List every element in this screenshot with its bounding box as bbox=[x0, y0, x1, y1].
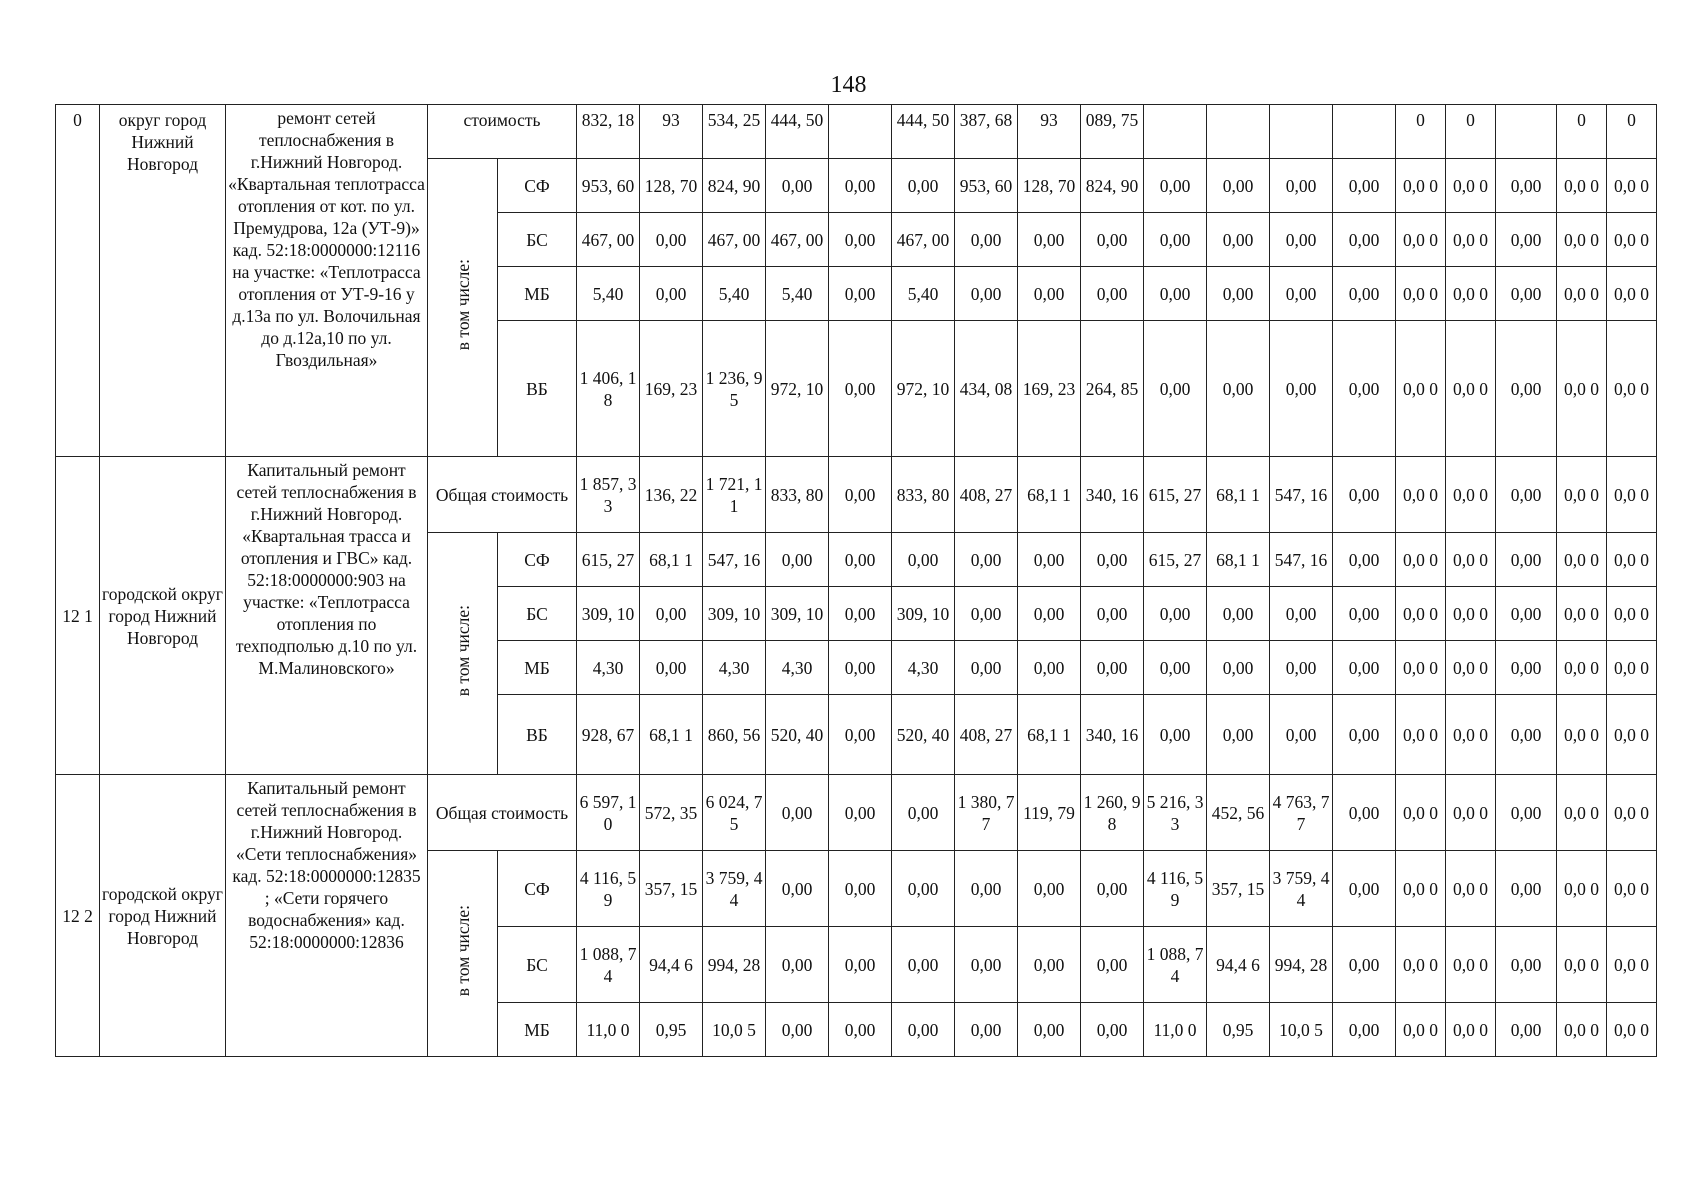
value-cell: 972, 10 bbox=[892, 321, 955, 457]
value-cell: 408, 27 bbox=[955, 695, 1018, 775]
value-cell: 68,1 1 bbox=[1018, 457, 1081, 533]
value-cell: 0,00 bbox=[1018, 533, 1081, 587]
value-cell: 467, 00 bbox=[892, 213, 955, 267]
value-cell: 0,00 bbox=[1333, 533, 1396, 587]
value-cell: 0,0 0 bbox=[1607, 533, 1657, 587]
value-cell: 5,40 bbox=[703, 267, 766, 321]
value-cell: 4,30 bbox=[892, 641, 955, 695]
value-cell: 0,00 bbox=[829, 457, 892, 533]
value-cell: 387, 68 bbox=[955, 105, 1018, 159]
value-cell: 5,40 bbox=[892, 267, 955, 321]
value-cell: 0,0 0 bbox=[1396, 213, 1446, 267]
value-cell: 1 406, 18 bbox=[577, 321, 640, 457]
value-cell: 0,0 0 bbox=[1396, 267, 1446, 321]
value-cell: 0 bbox=[1557, 105, 1607, 159]
value-cell: 0,00 bbox=[829, 695, 892, 775]
value-cell: 68,1 1 bbox=[1018, 695, 1081, 775]
value-cell: 119, 79 bbox=[1018, 775, 1081, 851]
value-cell: 309, 10 bbox=[892, 587, 955, 641]
value-cell: 128, 70 bbox=[640, 159, 703, 213]
table-row bbox=[56, 105, 1657, 159]
value-cell: 0,0 0 bbox=[1557, 1003, 1607, 1057]
table-row bbox=[56, 775, 1657, 851]
value-cell: 0,00 bbox=[1496, 213, 1557, 267]
value-cell: 5,40 bbox=[766, 267, 829, 321]
value-cell: 0,00 bbox=[955, 267, 1018, 321]
funding-source-code: МБ bbox=[498, 267, 577, 321]
value-cell: 5 216, 33 bbox=[1144, 775, 1207, 851]
value-cell: 0,0 0 bbox=[1557, 587, 1607, 641]
value-cell: 0,0 0 bbox=[1557, 695, 1607, 775]
value-cell: 0,00 bbox=[1496, 321, 1557, 457]
value-cell: 0,00 bbox=[1333, 775, 1396, 851]
value-cell bbox=[1333, 105, 1396, 159]
value-cell: 1 088, 74 bbox=[1144, 927, 1207, 1003]
value-cell: 0,0 0 bbox=[1396, 1003, 1446, 1057]
value-cell: 0,00 bbox=[1207, 321, 1270, 457]
value-cell: 169, 23 bbox=[1018, 321, 1081, 457]
value-cell: 0,00 bbox=[1496, 641, 1557, 695]
value-cell: 0,00 bbox=[1333, 159, 1396, 213]
value-cell: 0,0 0 bbox=[1607, 927, 1657, 1003]
value-cell: 0,00 bbox=[892, 851, 955, 927]
value-cell: 0,00 bbox=[829, 587, 892, 641]
value-cell: 0,00 bbox=[1018, 927, 1081, 1003]
value-cell: 0,00 bbox=[1207, 159, 1270, 213]
value-cell: 0,0 0 bbox=[1557, 457, 1607, 533]
value-cell: 0,0 0 bbox=[1607, 587, 1657, 641]
value-cell: 0,0 0 bbox=[1446, 321, 1496, 457]
value-cell: 0,00 bbox=[1144, 587, 1207, 641]
value-cell: 0,0 0 bbox=[1557, 159, 1607, 213]
value-cell: 615, 27 bbox=[577, 533, 640, 587]
value-cell: 0,00 bbox=[1496, 775, 1557, 851]
value-cell: 833, 80 bbox=[892, 457, 955, 533]
value-cell: 309, 10 bbox=[577, 587, 640, 641]
value-cell bbox=[1207, 105, 1270, 159]
value-cell: 0,00 bbox=[955, 927, 1018, 1003]
value-cell: 0,0 0 bbox=[1396, 533, 1446, 587]
value-cell: 0,00 bbox=[955, 851, 1018, 927]
value-cell: 0 bbox=[1446, 105, 1496, 159]
value-cell: 0,00 bbox=[1144, 267, 1207, 321]
value-cell: 0,00 bbox=[1333, 321, 1396, 457]
value-cell: 0,0 0 bbox=[1446, 1003, 1496, 1057]
value-cell: 0,0 0 bbox=[1446, 587, 1496, 641]
value-cell: 0,0 0 bbox=[1557, 927, 1607, 1003]
value-cell: 4,30 bbox=[703, 641, 766, 695]
value-cell: 0,00 bbox=[1081, 213, 1144, 267]
value-cell: 520, 40 bbox=[766, 695, 829, 775]
value-cell: 0,00 bbox=[1081, 267, 1144, 321]
value-cell: 0,00 bbox=[829, 775, 892, 851]
value-cell: 0,00 bbox=[1496, 159, 1557, 213]
value-cell: 136, 22 bbox=[640, 457, 703, 533]
value-cell: 1 857, 33 bbox=[577, 457, 640, 533]
value-cell: 0,00 bbox=[829, 159, 892, 213]
row-number: 12 1 bbox=[56, 457, 100, 775]
value-cell: 128, 70 bbox=[1018, 159, 1081, 213]
value-cell: 520, 40 bbox=[892, 695, 955, 775]
value-cell: 824, 90 bbox=[1081, 159, 1144, 213]
value-cell: 0,0 0 bbox=[1446, 695, 1496, 775]
value-cell: 0,00 bbox=[1270, 213, 1333, 267]
including-label: в том числе: bbox=[452, 259, 473, 351]
value-cell: 0,00 bbox=[1333, 213, 1396, 267]
value-cell: 0,00 bbox=[1207, 695, 1270, 775]
value-cell: 0,00 bbox=[1496, 587, 1557, 641]
value-cell: 4 116, 59 bbox=[577, 851, 640, 927]
including-label-cell bbox=[428, 533, 498, 775]
value-cell: 1 088, 74 bbox=[577, 927, 640, 1003]
value-cell: 0,0 0 bbox=[1446, 213, 1496, 267]
value-cell: 0,00 bbox=[1496, 457, 1557, 533]
value-cell: 264, 85 bbox=[1081, 321, 1144, 457]
value-cell: 0,0 0 bbox=[1607, 851, 1657, 927]
value-cell: 0,00 bbox=[1333, 457, 1396, 533]
value-cell: 4,30 bbox=[766, 641, 829, 695]
value-cell: 0,00 bbox=[766, 851, 829, 927]
value-cell: 309, 10 bbox=[766, 587, 829, 641]
including-label-cell bbox=[428, 159, 498, 457]
funding-source-code: СФ bbox=[498, 851, 577, 927]
value-cell: 0,00 bbox=[1018, 587, 1081, 641]
value-cell: 0,0 0 bbox=[1446, 851, 1496, 927]
value-cell: 0,0 0 bbox=[1557, 775, 1607, 851]
value-cell: 467, 00 bbox=[766, 213, 829, 267]
page-number: 148 bbox=[830, 72, 867, 98]
value-cell: 0,00 bbox=[1333, 1003, 1396, 1057]
value-cell: 0,0 0 bbox=[1396, 695, 1446, 775]
including-label-cell bbox=[428, 851, 498, 1057]
value-cell: 6 024, 75 bbox=[703, 775, 766, 851]
row-number: 0 bbox=[56, 105, 100, 457]
value-cell: 547, 16 bbox=[703, 533, 766, 587]
value-cell: 0,00 bbox=[1207, 641, 1270, 695]
value-cell: 0,0 0 bbox=[1607, 1003, 1657, 1057]
total-cost-label: Общая стоимость bbox=[428, 775, 577, 851]
value-cell: 0,00 bbox=[1018, 213, 1081, 267]
value-cell: 534, 25 bbox=[703, 105, 766, 159]
value-cell: 0,00 bbox=[955, 1003, 1018, 1057]
value-cell: 0,00 bbox=[1496, 267, 1557, 321]
value-cell: 0,0 0 bbox=[1557, 641, 1607, 695]
value-cell: 0,95 bbox=[1207, 1003, 1270, 1057]
value-cell: 0,00 bbox=[1018, 1003, 1081, 1057]
value-cell: 408, 27 bbox=[955, 457, 1018, 533]
value-cell: 0,00 bbox=[1081, 533, 1144, 587]
value-cell: 467, 00 bbox=[703, 213, 766, 267]
funding-source-code: СФ bbox=[498, 159, 577, 213]
value-cell: 0,00 bbox=[829, 1003, 892, 1057]
value-cell: 0,00 bbox=[829, 267, 892, 321]
value-cell: 0,00 bbox=[1081, 641, 1144, 695]
value-cell: 0,00 bbox=[1144, 641, 1207, 695]
value-cell: 94,4 6 bbox=[1207, 927, 1270, 1003]
value-cell: 0,00 bbox=[1496, 695, 1557, 775]
value-cell: 089, 75 bbox=[1081, 105, 1144, 159]
value-cell: 0,00 bbox=[1081, 587, 1144, 641]
value-cell: 860, 56 bbox=[703, 695, 766, 775]
value-cell: 0,0 0 bbox=[1607, 159, 1657, 213]
value-cell: 0,00 bbox=[1018, 267, 1081, 321]
value-cell: 0,00 bbox=[1144, 321, 1207, 457]
value-cell: 68,1 1 bbox=[640, 533, 703, 587]
object-description: Капитальный ремонт сетей теплоснабжения в г.Нижний Новгород. «Квартальная трасса и отопления и ГВС» кад. 52:18:0000000:903 на участке: «Теплотрасса отопления по техподполью д.10 по ул. М.Малиновского» bbox=[226, 457, 428, 775]
value-cell: 0,0 0 bbox=[1607, 775, 1657, 851]
value-cell: 0,00 bbox=[1496, 927, 1557, 1003]
value-cell: 0,00 bbox=[955, 587, 1018, 641]
value-cell bbox=[1496, 105, 1557, 159]
including-label: в том числе: bbox=[452, 905, 473, 997]
municipality-cell: городской округ город Нижний Новгород bbox=[100, 775, 226, 1057]
value-cell: 0,00 bbox=[1270, 159, 1333, 213]
value-cell: 0,0 0 bbox=[1607, 457, 1657, 533]
value-cell: 0,0 0 bbox=[1396, 927, 1446, 1003]
value-cell: 0,00 bbox=[1270, 641, 1333, 695]
value-cell: 0,00 bbox=[640, 587, 703, 641]
value-cell: 572, 35 bbox=[640, 775, 703, 851]
value-cell: 0,00 bbox=[766, 775, 829, 851]
value-cell: 0,00 bbox=[1018, 851, 1081, 927]
value-cell: 0,00 bbox=[1496, 851, 1557, 927]
value-cell: 0,00 bbox=[1333, 851, 1396, 927]
value-cell: 972, 10 bbox=[766, 321, 829, 457]
value-cell: 444, 50 bbox=[766, 105, 829, 159]
value-cell: 4 116, 59 bbox=[1144, 851, 1207, 927]
value-cell: 0,0 0 bbox=[1607, 641, 1657, 695]
value-cell: 0,00 bbox=[829, 213, 892, 267]
object-description: Капитальный ремонт сетей теплоснабжения в г.Нижний Новгород. «Сети теплоснабжения» кад. 52:18:0000000:12835 ; «Сети горячего водоснабжения» кад. 52:18:0000000:12836 bbox=[226, 775, 428, 1057]
value-cell: 357, 15 bbox=[1207, 851, 1270, 927]
value-cell: 0,00 bbox=[892, 533, 955, 587]
value-cell: 0,0 0 bbox=[1557, 213, 1607, 267]
value-cell: 0,00 bbox=[955, 641, 1018, 695]
value-cell: 547, 16 bbox=[1270, 457, 1333, 533]
value-cell: 0,00 bbox=[1333, 695, 1396, 775]
value-cell: 4 763, 77 bbox=[1270, 775, 1333, 851]
value-cell: 994, 28 bbox=[703, 927, 766, 1003]
value-cell: 0,00 bbox=[1333, 267, 1396, 321]
value-cell: 0,00 bbox=[766, 533, 829, 587]
value-cell: 452, 56 bbox=[1207, 775, 1270, 851]
value-cell: 0,00 bbox=[892, 1003, 955, 1057]
value-cell: 0,00 bbox=[640, 641, 703, 695]
value-cell: 994, 28 bbox=[1270, 927, 1333, 1003]
value-cell: 0 bbox=[1396, 105, 1446, 159]
value-cell: 340, 16 bbox=[1081, 695, 1144, 775]
value-cell: 5,40 bbox=[577, 267, 640, 321]
value-cell: 0 bbox=[1607, 105, 1657, 159]
value-cell: 0,00 bbox=[892, 927, 955, 1003]
value-cell: 0,0 0 bbox=[1607, 267, 1657, 321]
value-cell: 615, 27 bbox=[1144, 457, 1207, 533]
value-cell: 0,00 bbox=[1270, 267, 1333, 321]
funding-source-code: БС bbox=[498, 927, 577, 1003]
value-cell: 0,00 bbox=[766, 1003, 829, 1057]
value-cell: 833, 80 bbox=[766, 457, 829, 533]
value-cell: 0,0 0 bbox=[1446, 641, 1496, 695]
total-cost-label: Общая стоимость bbox=[428, 457, 577, 533]
value-cell: 0,0 0 bbox=[1396, 775, 1446, 851]
value-cell: 0,0 0 bbox=[1396, 457, 1446, 533]
municipality-cell: городской округ город Нижний Новгород bbox=[100, 457, 226, 775]
value-cell: 1 260, 98 bbox=[1081, 775, 1144, 851]
value-cell: 6 597, 10 bbox=[577, 775, 640, 851]
value-cell: 953, 60 bbox=[955, 159, 1018, 213]
value-cell: 1 380, 77 bbox=[955, 775, 1018, 851]
value-cell: 953, 60 bbox=[577, 159, 640, 213]
value-cell: 0,00 bbox=[1333, 927, 1396, 1003]
value-cell: 0,00 bbox=[892, 159, 955, 213]
value-cell: 0,00 bbox=[1018, 641, 1081, 695]
value-cell: 0,0 0 bbox=[1607, 321, 1657, 457]
value-cell: 0,00 bbox=[955, 213, 1018, 267]
funding-source-code: ВБ bbox=[498, 321, 577, 457]
value-cell: 0,00 bbox=[1270, 321, 1333, 457]
value-cell: 832, 18 bbox=[577, 105, 640, 159]
object-description: ремонт сетей теплоснабжения в г.Нижний Новгород. «Квартальная теплотрасса отопления от кот. по ул. Премудрова, 12а (УТ-9)» кад. 52:18:0000000:12116 на участке: «Теплотрасса отопления от УТ-9-16 у д.13а по ул. Волочильная до д.12а,10 по ул. Гвоздильная» bbox=[226, 105, 428, 457]
value-cell: 0,00 bbox=[892, 775, 955, 851]
value-cell: 3 759, 44 bbox=[1270, 851, 1333, 927]
value-cell: 0,0 0 bbox=[1446, 533, 1496, 587]
value-cell bbox=[829, 105, 892, 159]
value-cell: 434, 08 bbox=[955, 321, 1018, 457]
value-cell: 0,00 bbox=[955, 533, 1018, 587]
value-cell: 0,00 bbox=[766, 927, 829, 1003]
value-cell: 0,00 bbox=[1144, 159, 1207, 213]
table-row bbox=[56, 457, 1657, 533]
value-cell: 0,00 bbox=[640, 267, 703, 321]
value-cell: 68,1 1 bbox=[640, 695, 703, 775]
table-body bbox=[56, 105, 1657, 1057]
value-cell: 309, 10 bbox=[703, 587, 766, 641]
value-cell: 467, 00 bbox=[577, 213, 640, 267]
value-cell: 0,0 0 bbox=[1396, 321, 1446, 457]
value-cell: 0,00 bbox=[829, 321, 892, 457]
value-cell: 0,0 0 bbox=[1557, 267, 1607, 321]
value-cell: 0,00 bbox=[1207, 587, 1270, 641]
value-cell: 824, 90 bbox=[703, 159, 766, 213]
value-cell: 357, 15 bbox=[640, 851, 703, 927]
value-cell: 0,00 bbox=[1496, 1003, 1557, 1057]
value-cell: 3 759, 44 bbox=[703, 851, 766, 927]
value-cell: 444, 50 bbox=[892, 105, 955, 159]
value-cell: 0,0 0 bbox=[1446, 927, 1496, 1003]
financing-table bbox=[55, 104, 1657, 1057]
value-cell: 169, 23 bbox=[640, 321, 703, 457]
value-cell: 0,00 bbox=[1144, 213, 1207, 267]
value-cell: 0,0 0 bbox=[1396, 851, 1446, 927]
value-cell: 0,0 0 bbox=[1607, 213, 1657, 267]
value-cell: 0,00 bbox=[829, 533, 892, 587]
total-cost-label: стоимость bbox=[428, 105, 577, 159]
funding-source-code: ВБ bbox=[498, 695, 577, 775]
value-cell: 0,00 bbox=[1081, 851, 1144, 927]
value-cell: 1 236, 95 bbox=[703, 321, 766, 457]
funding-source-code: МБ bbox=[498, 641, 577, 695]
value-cell: 547, 16 bbox=[1270, 533, 1333, 587]
value-cell: 0,00 bbox=[829, 851, 892, 927]
value-cell: 1 721, 11 bbox=[703, 457, 766, 533]
value-cell: 0,0 0 bbox=[1557, 851, 1607, 927]
value-cell: 0,00 bbox=[1270, 587, 1333, 641]
value-cell: 0,0 0 bbox=[1396, 587, 1446, 641]
value-cell: 0,0 0 bbox=[1446, 159, 1496, 213]
municipality-cell: округ город Нижний Новгород bbox=[100, 105, 226, 457]
value-cell: 0,00 bbox=[1333, 641, 1396, 695]
value-cell: 0,00 bbox=[1081, 927, 1144, 1003]
value-cell: 11,0 0 bbox=[577, 1003, 640, 1057]
including-label: в том числе: bbox=[452, 605, 473, 697]
funding-source-code: МБ bbox=[498, 1003, 577, 1057]
value-cell: 0,0 0 bbox=[1607, 695, 1657, 775]
value-cell: 0,00 bbox=[640, 213, 703, 267]
value-cell: 0,0 0 bbox=[1396, 159, 1446, 213]
value-cell: 11,0 0 bbox=[1144, 1003, 1207, 1057]
value-cell: 0,0 0 bbox=[1557, 321, 1607, 457]
value-cell bbox=[1270, 105, 1333, 159]
value-cell: 928, 67 bbox=[577, 695, 640, 775]
value-cell: 0,00 bbox=[1144, 695, 1207, 775]
value-cell: 0,00 bbox=[829, 927, 892, 1003]
value-cell: 0,00 bbox=[1207, 267, 1270, 321]
row-number: 12 2 bbox=[56, 775, 100, 1057]
value-cell: 0,0 0 bbox=[1396, 641, 1446, 695]
funding-source-code: СФ bbox=[498, 533, 577, 587]
value-cell: 0,00 bbox=[1496, 533, 1557, 587]
value-cell: 0,00 bbox=[766, 159, 829, 213]
value-cell: 0,95 bbox=[640, 1003, 703, 1057]
value-cell: 94,4 6 bbox=[640, 927, 703, 1003]
value-cell: 340, 16 bbox=[1081, 457, 1144, 533]
value-cell: 93 bbox=[1018, 105, 1081, 159]
value-cell: 0,0 0 bbox=[1446, 267, 1496, 321]
value-cell: 0,00 bbox=[1207, 213, 1270, 267]
value-cell: 0,00 bbox=[829, 641, 892, 695]
value-cell: 0,00 bbox=[1081, 1003, 1144, 1057]
funding-source-code: БС bbox=[498, 213, 577, 267]
value-cell: 0,0 0 bbox=[1446, 775, 1496, 851]
value-cell: 4,30 bbox=[577, 641, 640, 695]
value-cell: 0,0 0 bbox=[1557, 533, 1607, 587]
value-cell: 93 bbox=[640, 105, 703, 159]
value-cell: 0,0 0 bbox=[1446, 457, 1496, 533]
value-cell: 68,1 1 bbox=[1207, 457, 1270, 533]
value-cell: 10,0 5 bbox=[703, 1003, 766, 1057]
value-cell: 0,00 bbox=[1270, 695, 1333, 775]
value-cell bbox=[1144, 105, 1207, 159]
value-cell: 68,1 1 bbox=[1207, 533, 1270, 587]
value-cell: 10,0 5 bbox=[1270, 1003, 1333, 1057]
value-cell: 0,00 bbox=[1333, 587, 1396, 641]
value-cell: 615, 27 bbox=[1144, 533, 1207, 587]
funding-source-code: БС bbox=[498, 587, 577, 641]
